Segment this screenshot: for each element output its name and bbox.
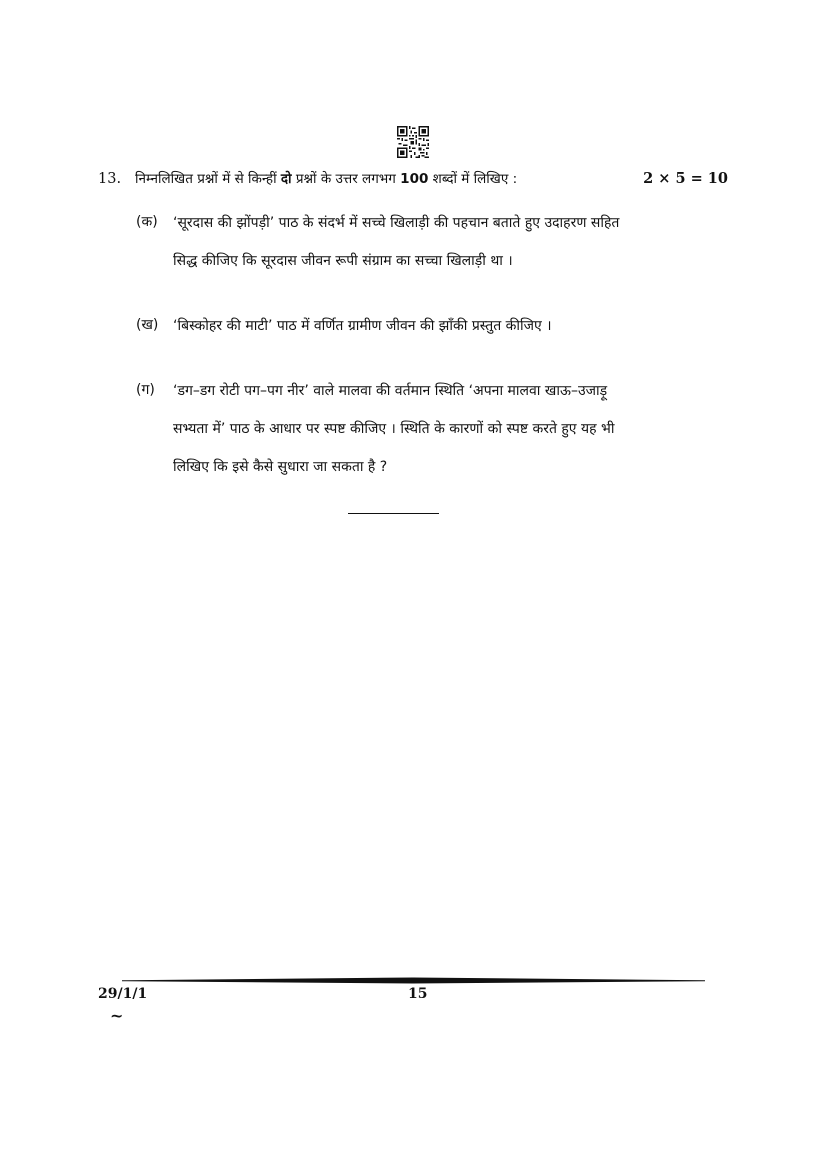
word-count: 100 xyxy=(400,171,429,187)
part-text: ‘सूरदास की झोंपड़ी’ पाठ के संदर्भ में सच्चे खिलाड़ी की पहचान बताते हुए उदाहरण सहित सिद्ध कीजिए कि सूरदास जीवन रूपी संग्राम का सच्चा खिलाड़ी था । xyxy=(173,215,620,269)
part-label: (ग) xyxy=(136,382,155,398)
qr-code-icon xyxy=(397,126,429,158)
choice-count: दो xyxy=(280,171,292,187)
section-end-divider xyxy=(348,513,439,514)
page-number: 15 xyxy=(408,986,428,1002)
tilde-mark: ~ xyxy=(110,1006,124,1025)
question-number: 13. xyxy=(98,171,122,187)
paper-code: 29/1/1 xyxy=(98,986,148,1002)
part-text: ‘बिस्कोहर की माटी’ पाठ में वर्णित ग्रामीण जीवन की झाँकी प्रस्तुत कीजिए । xyxy=(173,318,552,334)
question-marks: 2 × 5 = 10 xyxy=(643,170,728,187)
part-label: (ख) xyxy=(136,317,159,333)
part-label: (क) xyxy=(136,214,158,230)
part-text: ‘डग–डग रोटी पग–पग नीर’ वाले मालवा की वर्तमान स्थिति ‘अपना मालवा खाऊ–उजाड़ू सभ्यता में’ पाठ के आधार पर स्पष्ट कीजिए । स्थिति के कारणों को स्पष्ट करते हुए यह भी लिखिए कि इसे कैसे सुधारा जा सकता है ? xyxy=(173,383,615,475)
question-instruction: निम्नलिखित प्रश्नों में से किन्हीं दो प्रश्नों के उत्तर लगभग 100 शब्दों में लिखिए : xyxy=(135,171,518,187)
footer-divider xyxy=(122,976,705,986)
